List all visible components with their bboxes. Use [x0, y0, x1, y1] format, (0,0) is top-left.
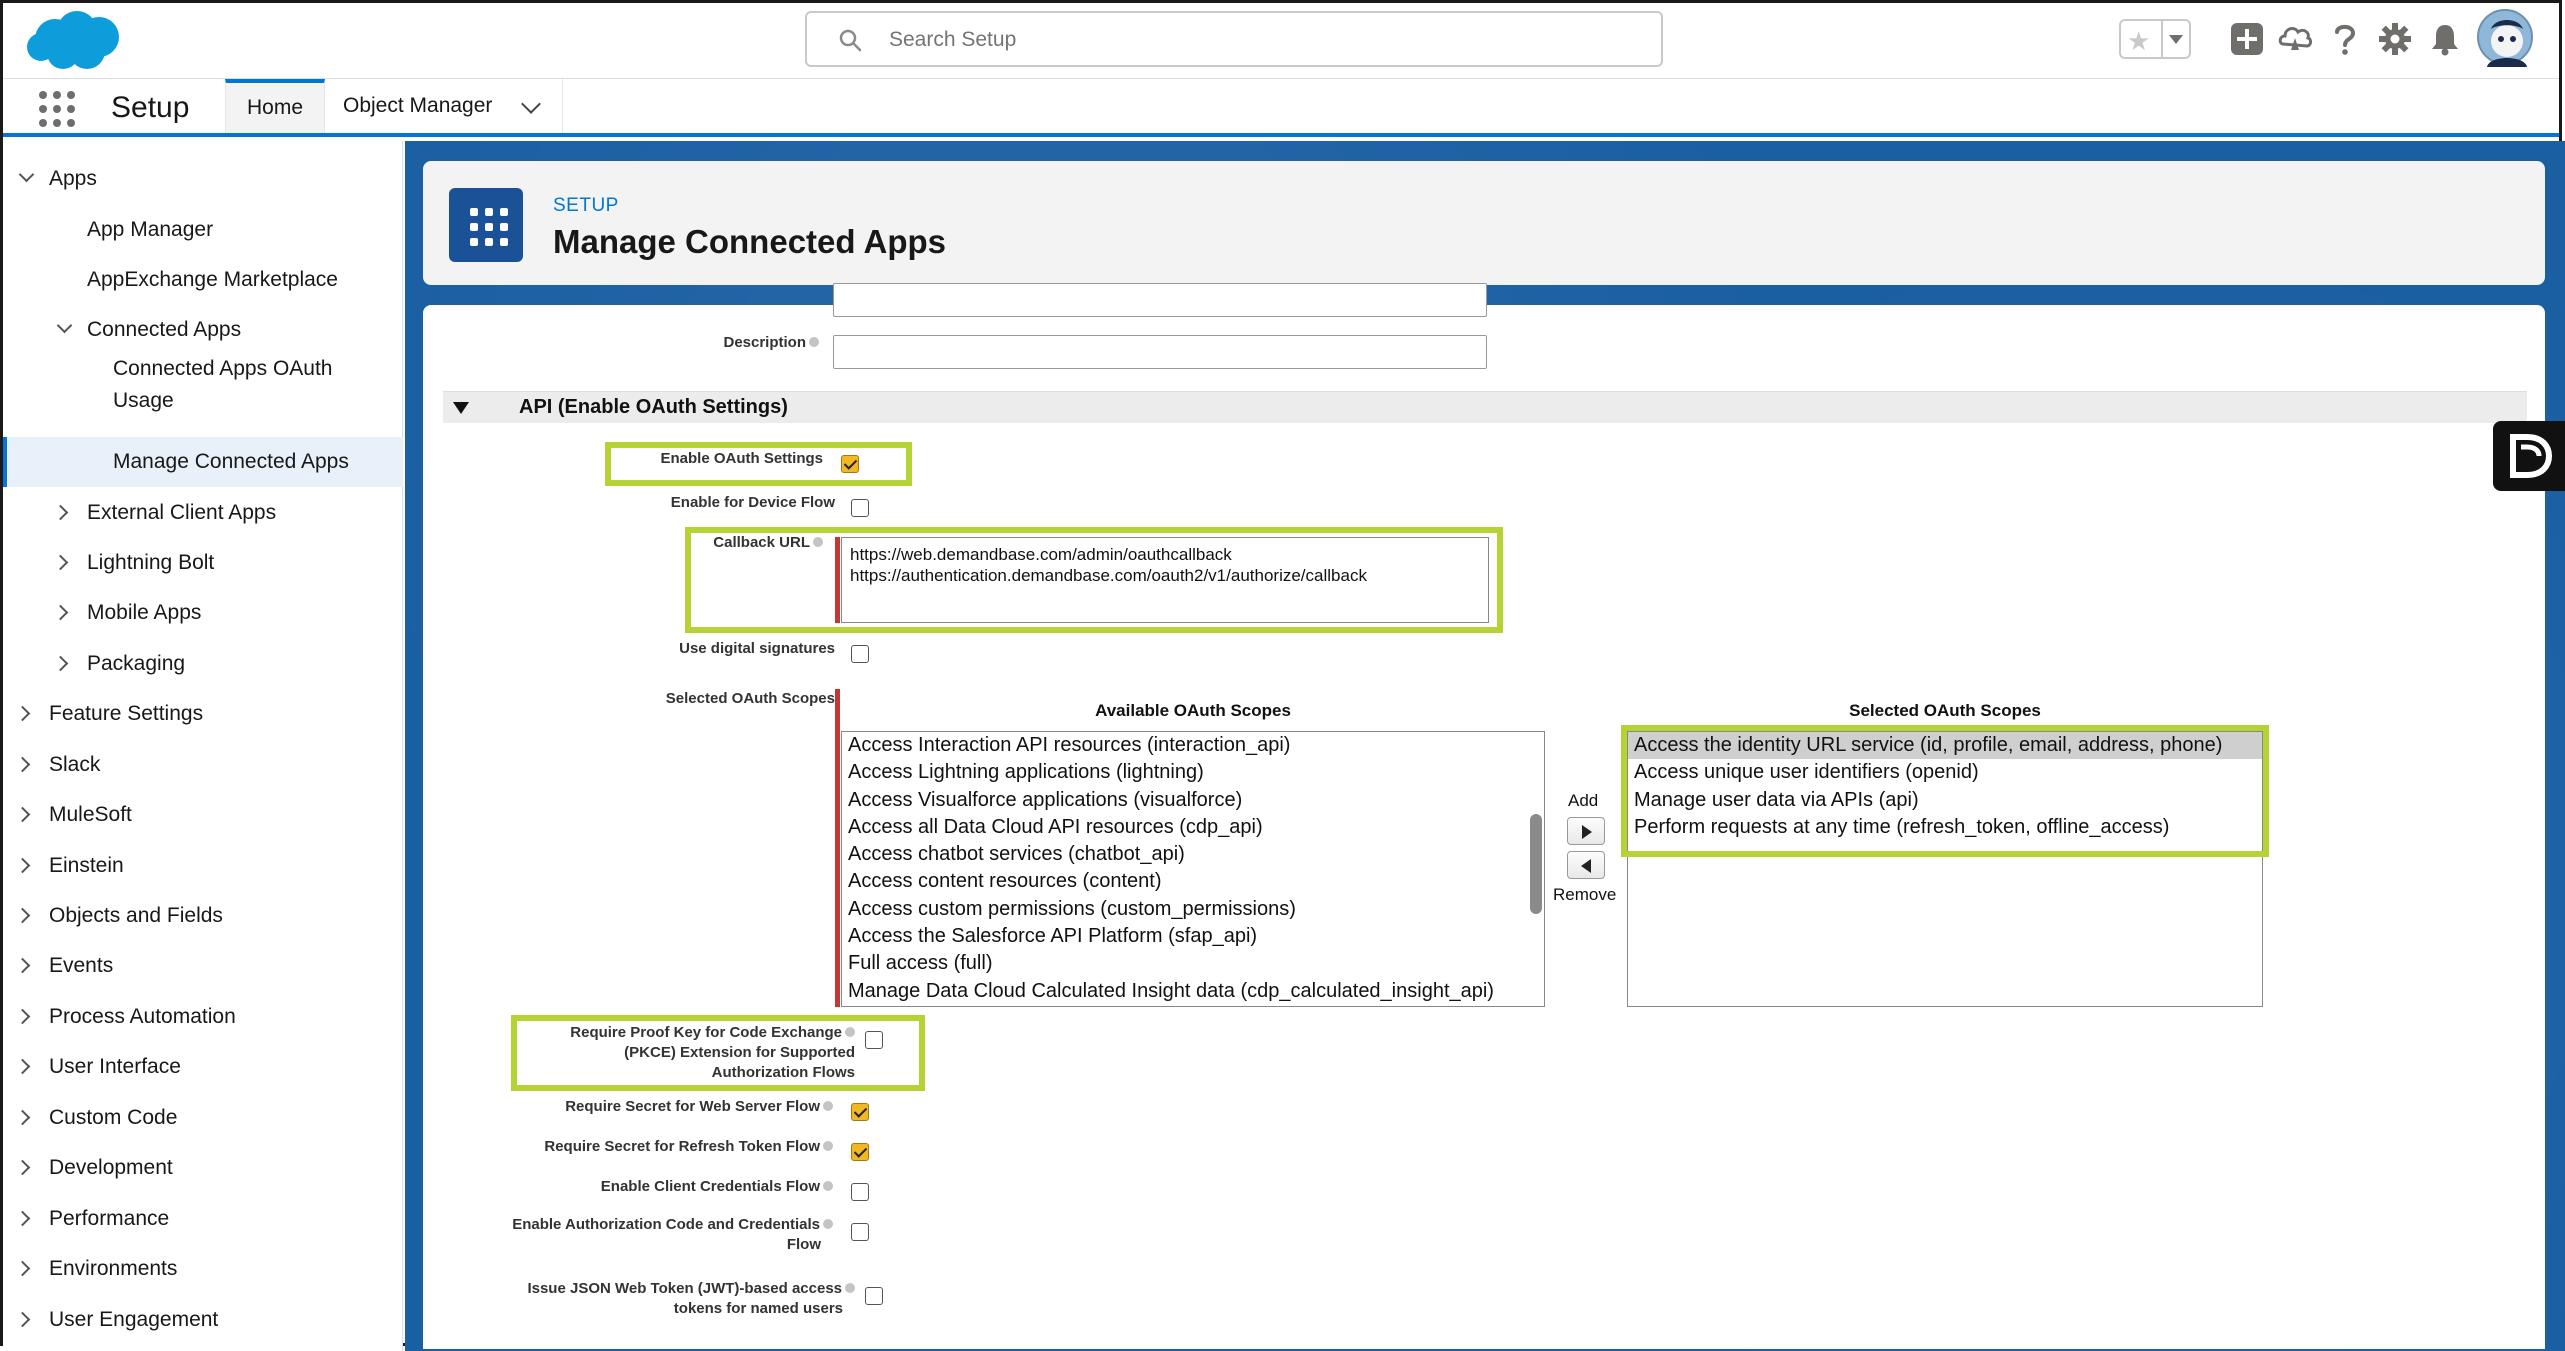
available-scope-option[interactable]: Access the Salesforce API Platform (sfap_api) [848, 925, 1258, 948]
remove-scope-button[interactable] [1567, 851, 1605, 879]
enable-device-flow-label: Enable for Device Flow [670, 494, 835, 511]
client-credentials-label [503, 1177, 833, 1197]
description-input[interactable] [833, 335, 1487, 369]
sidebar-item-label: MuleSoft [49, 803, 132, 826]
enable-device-flow-checkbox[interactable] [851, 499, 869, 517]
chevron-right-icon[interactable] [15, 706, 31, 722]
chevron-down-icon[interactable] [57, 318, 73, 334]
info-icon[interactable] [845, 1027, 855, 1037]
breadcrumb[interactable]: SETUP [553, 195, 619, 216]
app-navigation-bar [3, 79, 2559, 137]
selected-scope-option[interactable]: Manage user data via APIs (api) [1634, 788, 1919, 811]
selected-scope-option[interactable]: Access unique user identifiers (openid) [1634, 761, 1979, 784]
selected-scope-option[interactable]: Access the identity URL service (id, profile, email, address, phone) [1628, 732, 2262, 759]
sidebar-item-connected-apps[interactable] [3, 306, 403, 354]
sidebar-item-slack[interactable] [3, 741, 403, 789]
available-scope-option[interactable]: Manage Data Cloud Calculated Insight data (cdp_calculated_insight_api) [848, 979, 1494, 1002]
sidebar-item-label: Mobile Apps [87, 601, 202, 624]
favorites-dropdown-icon[interactable] [2169, 35, 2183, 44]
sidebar-item-connected-apps-oauth-usage[interactable] [3, 355, 403, 425]
global-header [3, 3, 2559, 79]
tab-object-manager[interactable] [325, 79, 563, 133]
sidebar-item-development[interactable] [3, 1144, 403, 1192]
sidebar-item-label: AppExchange Marketplace [87, 268, 338, 291]
tab-home[interactable]: Home [225, 79, 325, 133]
sidebar-item-feature-settings[interactable] [3, 690, 403, 738]
selected-scopes-title: Selected OAuth Scopes [1849, 701, 2041, 720]
section-title: API (Enable OAuth Settings) [519, 396, 788, 418]
arrow-left-icon [1581, 859, 1591, 873]
collapse-triangle-icon[interactable] [453, 402, 469, 414]
jwt-label-text: Issue JSON Web Token (JWT)-based access [527, 1280, 842, 1297]
sidebar-item-label: App Manager [87, 218, 214, 241]
enable-oauth-checkbox[interactable] [841, 455, 859, 473]
pkce-label-line: Authorization Flows [711, 1064, 855, 1081]
info-url-input[interactable] [833, 283, 1487, 317]
remove-label: Remove [1553, 885, 1617, 904]
chevron-down-icon[interactable] [521, 94, 541, 114]
add-scope-button[interactable] [1567, 817, 1605, 845]
sidebar-item-label: User Engagement [49, 1308, 219, 1331]
sidebar-item-label: Environments [49, 1257, 178, 1280]
description-label-text: Description [723, 334, 806, 351]
sidebar-item-label: Packaging [87, 652, 186, 675]
secret-refresh-checkbox[interactable] [851, 1143, 869, 1161]
jwt-tokens-label [443, 1279, 855, 1319]
callback-url-textarea[interactable]: https://web.demandbase.com/admin/oauthcallback https://authentication.demandbase.com/oauth2/v1/authorize/callback [841, 537, 1489, 623]
pkce-label [523, 1023, 855, 1083]
chevron-right-icon[interactable] [53, 605, 69, 621]
sidebar-item-label: User Interface [49, 1055, 181, 1078]
info-icon[interactable] [823, 1181, 833, 1191]
waffle-icon[interactable] [39, 91, 75, 127]
auth-code-credentials-checkbox[interactable] [851, 1223, 869, 1241]
chevron-right-icon[interactable] [15, 1009, 31, 1025]
header-utility-icons [2099, 3, 2559, 79]
chevron-right-icon[interactable] [53, 555, 69, 571]
enable-oauth-label: Enable OAuth Settings [660, 450, 823, 467]
chevron-right-icon[interactable] [15, 1160, 31, 1176]
sidebar-item-label: Connected Apps OAuth [113, 357, 333, 380]
chevron-right-icon[interactable] [15, 1312, 31, 1328]
sidebar-item-label: Apps [49, 167, 97, 190]
sidebar-item-lightning-bolt[interactable] [3, 539, 403, 587]
available-scope-option[interactable]: Access custom permissions (custom_permissions) [848, 897, 1296, 920]
jwt-label-line: tokens for named users [673, 1300, 843, 1317]
secret-web-server-checkbox[interactable] [851, 1103, 869, 1121]
jwt-tokens-checkbox[interactable] [865, 1287, 883, 1305]
salesforce-cloud-logo[interactable] [25, 9, 125, 73]
setup-search-box[interactable] [805, 11, 1663, 67]
sidebar-item-label: Development [49, 1156, 173, 1179]
chevron-right-icon[interactable] [15, 1059, 31, 1075]
sidebar-item-manage-connected-apps[interactable] [3, 437, 403, 487]
sidebar-item-packaging[interactable] [3, 640, 403, 688]
sidebar-item-user-engagement[interactable] [3, 1296, 403, 1344]
sidebar-item-label: Usage [113, 389, 174, 412]
add-icon[interactable] [2227, 19, 2267, 59]
search-icon [837, 27, 863, 53]
sidebar-item-label: Connected Apps [87, 318, 242, 341]
sidebar-item-label: Process Automation [49, 1005, 236, 1028]
chevron-down-icon[interactable] [19, 167, 35, 183]
available-scope-option[interactable]: Full access (full) [848, 952, 993, 975]
client-credentials-checkbox[interactable] [851, 1183, 869, 1201]
sidebar-item-label: External Client Apps [87, 501, 277, 524]
info-icon[interactable] [823, 1141, 833, 1151]
sidebar-item-label: Events [49, 954, 114, 977]
client-credentials-label-text: Enable Client Credentials Flow [600, 1178, 820, 1195]
available-scope-option[interactable]: Access content resources (content) [848, 870, 1162, 893]
sidebar-item-objects-and-fields[interactable] [3, 892, 403, 940]
sidebar-item-user-interface[interactable] [3, 1043, 403, 1091]
available-scope-option[interactable]: Access chatbot services (chatbot_api) [848, 843, 1185, 866]
pkce-label-line [523, 1023, 855, 1043]
available-scope-option[interactable]: Access Lightning applications (lightning) [848, 761, 1204, 784]
user-avatar[interactable] [2477, 9, 2533, 65]
chevron-right-icon[interactable] [15, 958, 31, 974]
info-icon[interactable] [823, 1101, 833, 1111]
chevron-right-icon[interactable] [15, 1110, 31, 1126]
required-indicator [835, 537, 840, 623]
info-icon[interactable] [809, 337, 819, 347]
add-label: Add [1568, 791, 1599, 810]
chevron-right-icon[interactable] [15, 757, 31, 773]
callback-url-label [613, 533, 823, 553]
sidebar-item-events[interactable] [3, 942, 403, 990]
info-icon[interactable] [845, 1283, 855, 1293]
sidebar-item-label: Objects and Fields [49, 904, 223, 927]
chevron-right-icon[interactable] [15, 807, 31, 823]
chevron-right-icon[interactable] [53, 505, 69, 521]
sidebar-item-mobile-apps[interactable] [3, 589, 403, 637]
secret-web-server-label-text: Require Secret for Web Server Flow [565, 1098, 820, 1115]
info-icon[interactable] [823, 1219, 833, 1229]
sidebar-item-process-automation[interactable] [3, 993, 403, 1041]
pkce-checkbox[interactable] [865, 1031, 883, 1049]
secret-refresh-label-text: Require Secret for Refresh Token Flow [544, 1138, 820, 1155]
page-header [423, 161, 2545, 285]
sidebar-item-label: Custom Code [49, 1106, 178, 1129]
chevron-right-icon[interactable] [15, 1261, 31, 1277]
sidebar-item-label: Lightning Bolt [87, 551, 215, 574]
section-api-oauth-settings[interactable] [443, 391, 2527, 423]
favorite-star-icon[interactable]: ★ [2127, 26, 2151, 56]
chevron-right-icon[interactable] [15, 1211, 31, 1227]
sidebar-item-environments[interactable] [3, 1245, 403, 1293]
apps-grid-icon [449, 188, 523, 262]
listbox-scrollbar[interactable] [1530, 814, 1542, 914]
connected-app-form [423, 305, 2545, 1349]
selected-scope-option[interactable]: Perform requests at any time (refresh_token, offline_access) [1634, 815, 2170, 838]
pkce-label-line: (PKCE) Extension for Supported [624, 1044, 855, 1061]
secret-web-server-label [503, 1097, 833, 1117]
required-indicator [835, 689, 840, 1007]
available-scope-option[interactable]: Access Interaction API resources (interaction_api) [848, 734, 1291, 756]
auth-code-label-line [443, 1215, 833, 1235]
auth-code-label-line: Flow [786, 1236, 821, 1253]
chevron-right-icon[interactable] [15, 908, 31, 924]
sidebar-item-label: Slack [49, 753, 101, 776]
secret-refresh-label [483, 1137, 833, 1157]
page-title: Manage Connected Apps [553, 223, 946, 260]
sidebar-item-label: Performance [49, 1207, 170, 1230]
sidebar-item-appexchange[interactable] [3, 256, 403, 304]
sidebar-item-apps[interactable] [3, 155, 403, 203]
sidebar-item-external-client-apps[interactable] [3, 489, 403, 537]
available-scope-option[interactable]: Access Visualforce applications (visualforce) [848, 788, 1243, 811]
setup-sidebar [3, 141, 403, 1351]
sidebar-item-performance[interactable] [3, 1195, 403, 1243]
available-scopes-listbox[interactable] [841, 731, 1545, 1007]
gear-icon[interactable] [2375, 19, 2415, 59]
auth-code-label-text: Enable Authorization Code and Credentials [512, 1216, 820, 1233]
bell-icon[interactable] [2425, 19, 2465, 59]
highlight-selected-scopes [1621, 725, 2269, 857]
digital-signatures-label: Use digital signatures [679, 640, 835, 657]
trailhead-icon[interactable] [2275, 19, 2315, 59]
sidebar-item-label: Feature Settings [49, 702, 204, 725]
sidebar-item-custom-code[interactable] [3, 1094, 403, 1142]
chevron-right-icon[interactable] [53, 656, 69, 672]
auth-code-credentials-label [443, 1215, 833, 1255]
description-label [613, 333, 819, 353]
available-scope-option[interactable]: Access all Data Cloud API resources (cdp_api) [848, 815, 1263, 838]
search-input[interactable] [889, 23, 1589, 57]
jwt-label-line [443, 1279, 855, 1299]
chevron-right-icon[interactable] [15, 858, 31, 874]
callback-url-label-text: Callback URL [713, 534, 810, 551]
sidebar-item-mulesoft[interactable] [3, 791, 403, 839]
sidebar-item-label: Manage Connected Apps [113, 450, 349, 473]
favorites-button-group[interactable] [2119, 19, 2191, 59]
tab-object-manager-label: Object Manager [343, 94, 493, 117]
sidebar-item-einstein[interactable] [3, 842, 403, 890]
pkce-label-text: Require Proof Key for Code Exchange [570, 1024, 842, 1041]
sidebar-item-app-manager[interactable] [3, 206, 403, 254]
help-icon[interactable] [2325, 19, 2365, 59]
demandbase-d-icon[interactable] [2493, 421, 2565, 491]
favorites-divider [2161, 21, 2163, 57]
main-content-area [405, 141, 2565, 1351]
available-scopes-title: Available OAuth Scopes [1095, 701, 1291, 720]
arrow-right-icon [1582, 825, 1592, 839]
app-name: Setup [111, 91, 190, 124]
sidebar-item-label: Einstein [49, 854, 124, 877]
digital-signatures-checkbox[interactable] [851, 645, 869, 663]
selected-oauth-scopes-label: Selected OAuth Scopes [665, 690, 835, 707]
info-icon[interactable] [813, 537, 823, 547]
